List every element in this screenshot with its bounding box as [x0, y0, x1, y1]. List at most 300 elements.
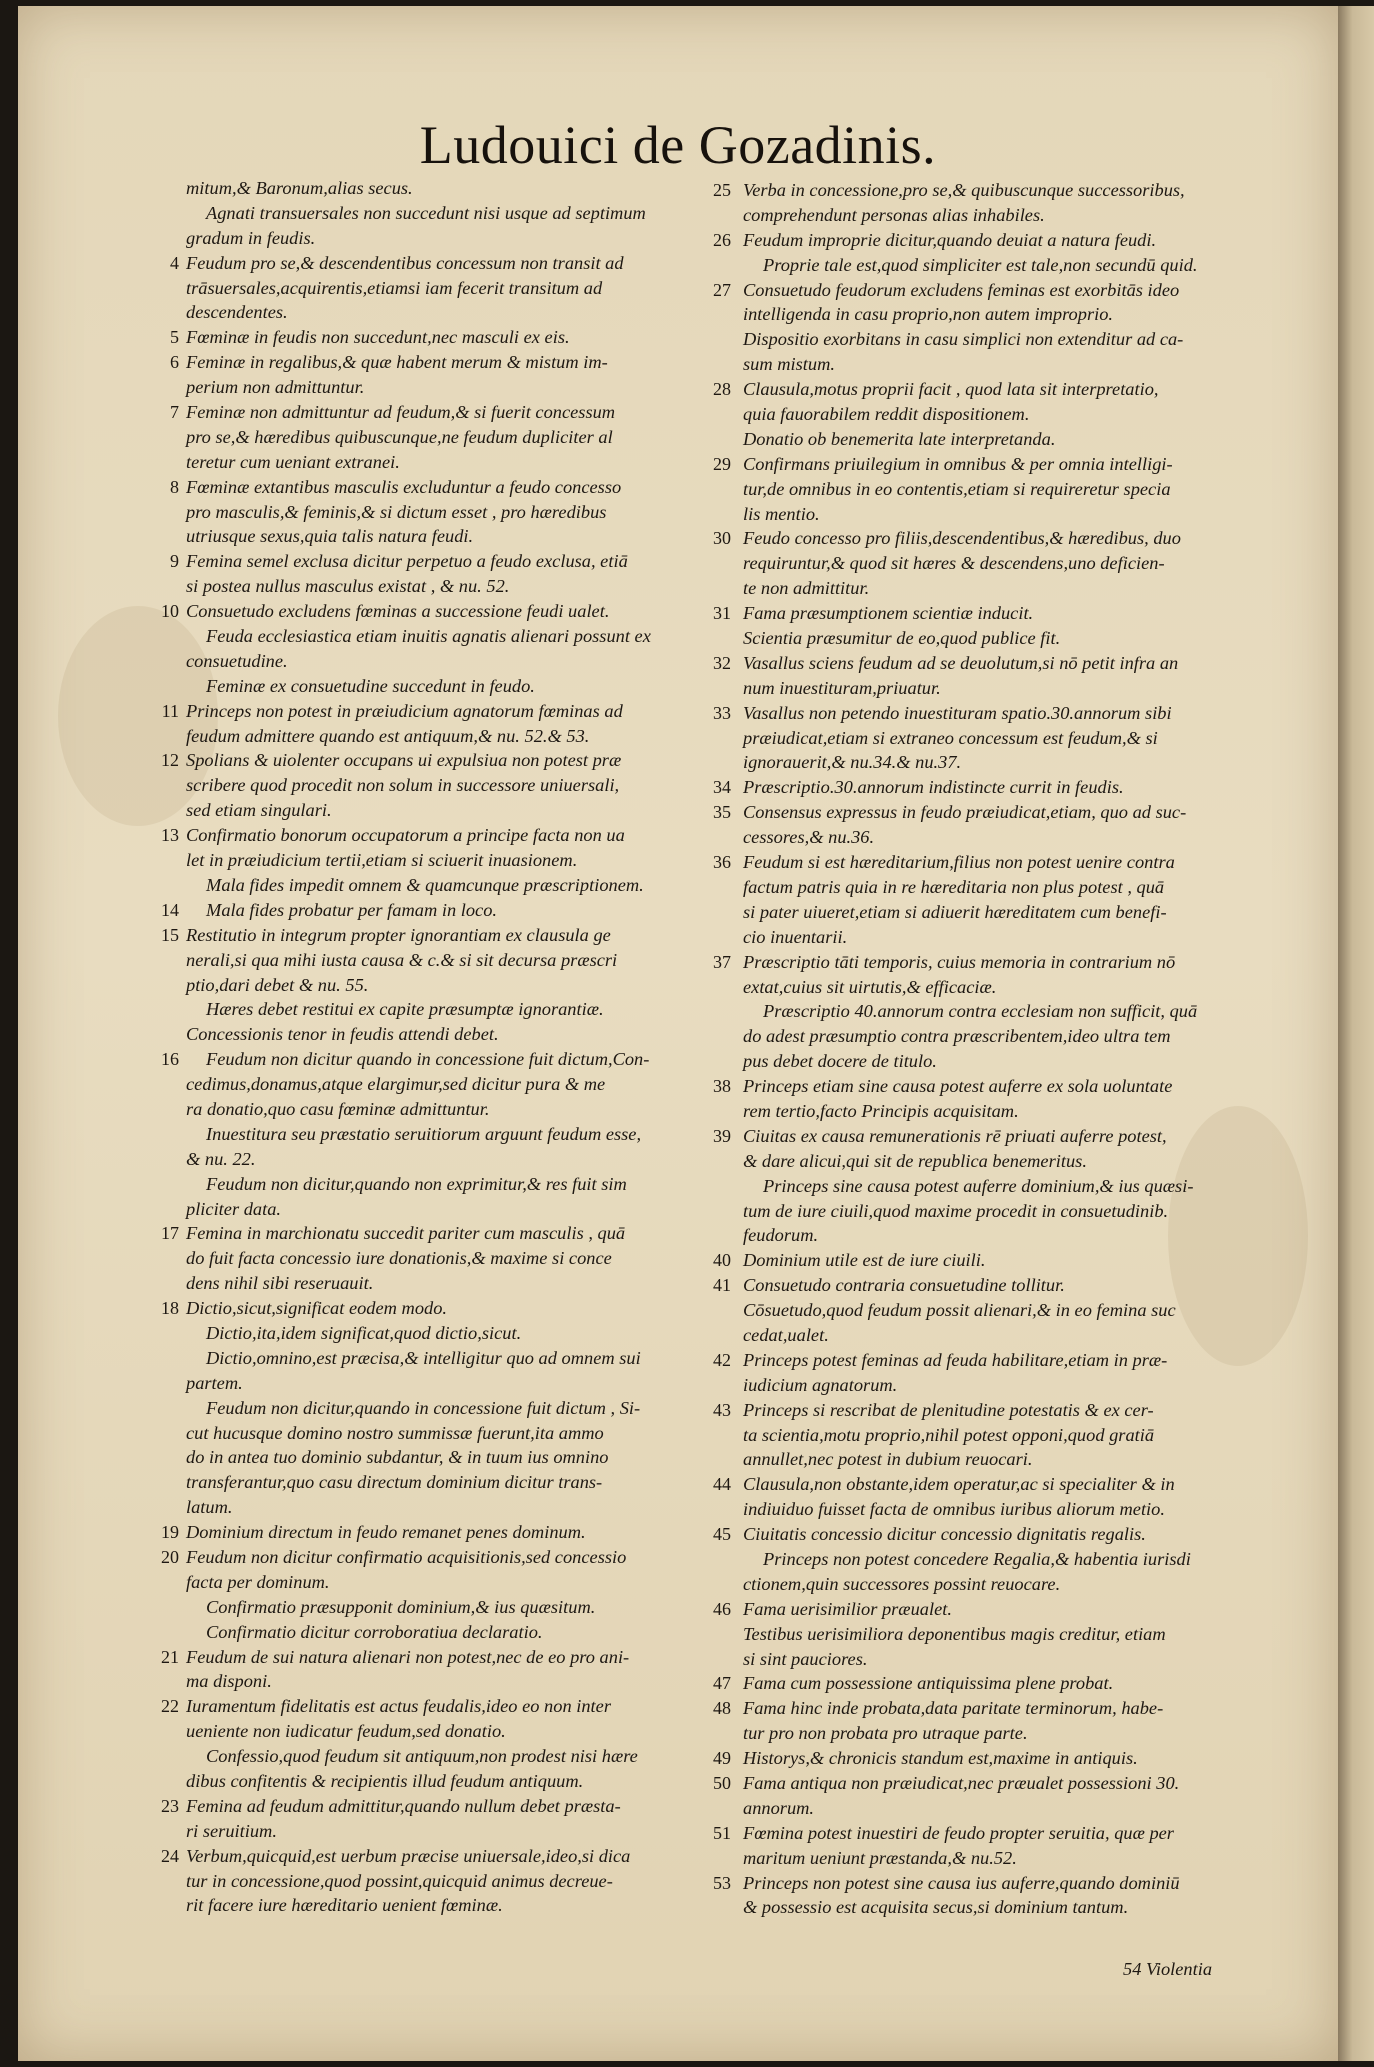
index-entry-line [186, 1669, 731, 1694]
index-entry-line [713, 1771, 1293, 1796]
entry-number: 38 [713, 1076, 731, 1097]
index-entry-line [186, 873, 731, 898]
index-entry-line [186, 997, 731, 1022]
entry-text: Feudum pro se,& descendentibus concessum non transit ad [186, 252, 624, 273]
entry-text: Fœminæ in feudis non succedunt,nec masculi ex eis. [186, 327, 570, 348]
entry-text: tum de iure ciuili,quod maxime procedit in consuetudinib. [743, 1200, 1169, 1221]
index-entry-line [186, 1620, 731, 1645]
entry-text: Clausula,non obstante,idem operatur,ac si specialiter & in [743, 1474, 1175, 1495]
index-entry-line [743, 1174, 1293, 1199]
index-entry-line [186, 773, 731, 798]
index-entry-line [186, 1570, 731, 1595]
index-entry-line [743, 676, 1293, 701]
entry-text: Feminæ non admittuntur ad feudum,& si fuerit concessum [186, 402, 616, 423]
entry-text: transferantur,quo casu directum dominium dicitur trans- [186, 1472, 603, 1493]
entry-text: Princeps si rescribat de plenitudine potestatis & ex cer- [743, 1399, 1154, 1420]
index-entry-line [743, 825, 1293, 850]
index-entry-line [713, 850, 1293, 875]
entry-text: facta per dominum. [186, 1571, 330, 1592]
entry-text: annullet,nec potest in dubium reuocari. [743, 1449, 1033, 1470]
entry-text: annorum. [743, 1797, 815, 1818]
index-entry-line [743, 1497, 1293, 1522]
entry-text: num inuestituram,priuatur. [743, 677, 941, 698]
index-entry-line [186, 375, 731, 400]
entry-text: comprehendunt personas alias inhabiles. [743, 204, 1045, 225]
entry-text: pus debet docere de titulo. [743, 1051, 937, 1072]
entry-text: Confirmatio dicitur corroboratiua declaratio. [206, 1621, 543, 1642]
entry-text: Dictio,ita,idem significat,quod dictio,sicut. [206, 1322, 522, 1343]
entry-text: Femina ad feudum admittitur,quando nullum debet præsta- [186, 1795, 621, 1816]
index-entry-line [170, 549, 731, 574]
entry-text: Donatio ob benemerita late interpretanda. [743, 428, 1056, 449]
entry-text: Verbum,quicquid,est uerbum præcise uniuersale,ideo,si dica [186, 1845, 631, 1866]
index-entry-line [713, 1597, 1293, 1622]
index-entry-line [186, 649, 731, 674]
index-entry-line [713, 1074, 1293, 1099]
right-index-column [713, 178, 1293, 1920]
entry-number: 50 [713, 1773, 731, 1793]
entry-text: Dispositio exorbitans in casu simplici non extenditur ad ca- [743, 329, 1184, 350]
entry-text: Femina in marchionatu succedit pariter cum masculis , quā [186, 1223, 626, 1244]
entry-text: Fama antiqua non præiudicat,nec præualet possessioni 30. [743, 1773, 1180, 1793]
entry-text: sed etiam singulari. [186, 800, 332, 821]
index-entry-line [713, 1871, 1293, 1896]
index-entry-line [743, 1099, 1293, 1124]
entry-text: Consuetudo excludens fœminas a successione feudi ualet. [186, 601, 610, 622]
index-entry-line [186, 1147, 731, 1172]
entry-text: Princeps potest feminas ad feuda habilitare,etiam in præ- [743, 1349, 1168, 1370]
entry-text: ma disponi. [186, 1671, 272, 1692]
index-entry-line [713, 452, 1293, 477]
entry-number: 35 [713, 802, 731, 823]
entry-text: indiuiduo fuisset facta de omnibus iuribus aliorum metio. [743, 1499, 1165, 1520]
entry-text: Spolians & uiolenter occupans ui expulsiua non potest præ [186, 750, 622, 771]
entry-text: Feminæ in regalibus,& quæ habent merum & mistum im- [186, 352, 608, 373]
entry-text: utriusque sexus,quia talis natura feudi. [186, 526, 474, 547]
index-entry-line [186, 524, 731, 549]
index-entry-line [743, 551, 1293, 576]
entry-number: 47 [713, 1673, 731, 1694]
entry-number: 43 [713, 1399, 731, 1420]
index-entry-line [713, 1522, 1293, 1547]
index-entry-line [186, 1744, 731, 1769]
index-entry-line [170, 400, 731, 425]
entry-number: 12 [161, 750, 179, 771]
entry-text: perium non admittuntur. [186, 377, 365, 398]
entry-number: 6 [170, 352, 179, 373]
entry-text: Dominium directum in feudo remanet penes dominum. [186, 1522, 586, 1543]
index-entry-line [186, 300, 731, 325]
index-entry-line [713, 178, 1293, 203]
entry-number: 41 [713, 1275, 731, 1296]
entry-text: Præscriptio 40.annorum contra ecclesiam non sufficit, quā [763, 1001, 1198, 1022]
entry-number: 24 [161, 1845, 179, 1866]
entry-text: Consensus expressus in feudo præiudicat,etiam, quo ad suc- [743, 802, 1187, 823]
entry-text: Feudum improprie dicitur,quando deuiat a natura feudi. [743, 229, 1157, 250]
entry-text: consuetudine. [186, 650, 288, 671]
index-entry-line [161, 1645, 731, 1670]
index-entry-line [170, 475, 731, 500]
entry-number: 53 [713, 1872, 731, 1893]
index-entry-line [161, 1520, 731, 1545]
entry-text: Confirmatio præsupponit dominium,& ius quæsitum. [206, 1596, 596, 1617]
entry-text: Ciuitas ex causa remunerationis rē priuati auferre potest, [743, 1125, 1167, 1146]
index-entry-line [170, 325, 731, 350]
index-entry-line [743, 750, 1293, 775]
entry-text: descendentes. [186, 302, 288, 323]
index-entry-line [186, 1421, 731, 1446]
index-entry-line [186, 1371, 731, 1396]
entry-text: scribere quod procedit non solum in successore uniuersali, [186, 775, 620, 796]
index-entry-line [743, 502, 1293, 527]
entry-text: Feuda ecclesiastica etiam inuitis agnatis alienari possunt ex [206, 626, 651, 647]
entry-text: Hæres debet restitui ex capite præsumptæ ignorantiæ. [206, 999, 604, 1020]
entry-text: quia fauorabilem reddit dispositionem. [743, 404, 1030, 425]
entry-number: 11 [161, 700, 179, 721]
index-entry-line [161, 1844, 731, 1869]
index-entry-line [186, 1197, 731, 1222]
entry-text: pro se,& hæredibus quibuscunque,ne feudum dupliciter al [186, 426, 613, 447]
entry-number: 40 [713, 1250, 731, 1271]
entry-text: Princeps non potest concedere Regalia,& habentia iurisdi [763, 1548, 1191, 1569]
entry-text: Princeps non potest in præiudicium agnatorum fœminas ad [186, 700, 623, 721]
entry-text: Mala fides probatur per famam in loco. [206, 899, 497, 920]
index-entry-line [713, 1398, 1293, 1423]
entry-number: 46 [713, 1598, 731, 1619]
index-entry-line [743, 253, 1293, 278]
entry-number: 14 [161, 899, 179, 920]
entry-number: 27 [713, 279, 731, 300]
index-entry-line [161, 1296, 731, 1321]
index-entry-line [186, 1719, 731, 1744]
entry-number: 9 [170, 551, 179, 572]
entry-number: 49 [713, 1748, 731, 1769]
entry-number: 19 [161, 1522, 179, 1543]
index-entry-line [186, 1172, 731, 1197]
entry-number: 5 [170, 327, 179, 348]
entry-text: Princeps sine causa potest auferre dominium,& ius quæsi- [763, 1175, 1194, 1196]
index-entry-line [743, 1447, 1293, 1472]
entry-number: 30 [713, 528, 731, 549]
entry-number: 36 [713, 852, 731, 873]
index-entry-line [161, 898, 731, 923]
entry-text: ignorauerit,& nu.34.& nu.37. [743, 752, 962, 773]
entry-text: trāsuersales,acquirentis,etiamsi iam fecerit transitum ad [186, 277, 603, 298]
index-entry-line [186, 1022, 731, 1047]
index-entry-line [161, 1047, 731, 1072]
entry-text: Confirmans priuilegium in omnibus & per omnia intelligi- [743, 453, 1173, 474]
entry-text: Confessio,quod feudum sit antiquum,non prodest nisi hære [206, 1746, 638, 1767]
entry-number: 17 [161, 1223, 179, 1244]
entry-number: 7 [170, 402, 179, 423]
index-entry-line [170, 350, 731, 375]
index-entry-line [186, 500, 731, 525]
entry-number: 16 [161, 1049, 179, 1070]
index-entry-line [743, 576, 1293, 601]
entry-text: Præscriptio tāti temporis, cuius memoria in contrarium nō [743, 951, 1176, 972]
index-entry-line [186, 798, 731, 823]
entry-text: Feudum non dicitur quando in concessione fuit dictum,Con- [206, 1049, 650, 1070]
index-entry-line [743, 626, 1293, 651]
entry-text: Dictio,omnino,est præcisa,& intelligitur quo ad omnem sui [206, 1347, 641, 1368]
entry-text: do adest præsumptio contra præscribentem,ideo ultra tem [743, 1026, 1171, 1047]
entry-text: pliciter data. [186, 1198, 282, 1219]
entry-text: iudicium agnatorum. [743, 1374, 898, 1395]
entry-text: pro masculis,& feminis,& si dictum esset , pro hæredibus [186, 501, 607, 522]
index-entry-line [186, 425, 731, 450]
entry-text: Præscriptio.30.annorum indistincte currit in feudis. [743, 777, 1124, 798]
index-entry-line [186, 624, 731, 649]
entry-text: Femina semel exclusa dicitur perpetuo a feudo exclusa, etiā [186, 551, 628, 572]
index-entry-line [743, 1423, 1293, 1448]
entry-text: Restitutio in integrum propter ignorantiam ex clausula ge [186, 924, 611, 945]
index-entry-line [186, 848, 731, 873]
entry-text: do in antea tuo dominio subdantur, & in tuum ius omnino [186, 1447, 609, 1468]
entry-number: 23 [161, 1795, 179, 1816]
entry-text: ta scientia,motu proprio,nihil potest opponi,quod gratiā [743, 1424, 1155, 1445]
entry-text: Testibus uerisimiliora deponentibus magis creditur, etiam [743, 1623, 1166, 1644]
entry-text: feudum admittere quando est antiquum,& nu. 52.& 53. [186, 725, 590, 746]
index-entry-line [743, 975, 1293, 1000]
index-entry-line [743, 1199, 1293, 1224]
index-entry-line [743, 1149, 1293, 1174]
entry-number: 4 [170, 252, 179, 273]
entry-text: mitum,& Baronum,alias secus. [186, 178, 413, 198]
index-entry-line [743, 1846, 1293, 1871]
entry-text: Consuetudo contraria consuetudine tollitur. [743, 1275, 1065, 1296]
entry-number: 10 [161, 601, 179, 622]
entry-text: Fama hinc inde probata,data paritate terminorum, habe- [743, 1698, 1164, 1719]
index-entry-line [713, 526, 1293, 551]
index-entry-line [713, 377, 1293, 402]
index-entry-line [186, 1470, 731, 1495]
entry-number: 15 [161, 924, 179, 945]
index-entry-line [186, 1321, 731, 1346]
entry-text: teretur cum ueniant extranei. [186, 451, 400, 472]
entry-text: maritum ueniunt præstanda,& nu.52. [743, 1847, 1017, 1868]
index-entry-line [713, 1124, 1293, 1149]
entry-text: ra donatio,quo casu fœminæ admittuntur. [186, 1098, 490, 1119]
index-entry-line [713, 800, 1293, 825]
index-entry-line [186, 1869, 731, 1894]
index-entry-line [743, 1647, 1293, 1672]
entry-text: ctionem,quin successores possint reuocare. [743, 1573, 1061, 1594]
entry-text: cut hucusque domino nostro summissæ fuerunt,ita ammo [186, 1422, 604, 1443]
entry-number: 44 [713, 1474, 731, 1495]
index-entry-line [186, 1396, 731, 1421]
index-entry-line [743, 1049, 1293, 1074]
entry-text: cedimus,donamus,atque elargimur,sed dicitur pura & me [186, 1074, 606, 1095]
entry-text: tur,de omnibus in eo contentis,etiam si requireretur specia [743, 478, 1171, 499]
adjacent-page-edge [1338, 6, 1374, 2061]
entry-text: ptio,dari debet & nu. 55. [186, 974, 369, 995]
entry-text: Princeps non potest sine causa ius auferre,quando dominiū [743, 1872, 1180, 1893]
index-entry-line [713, 1696, 1293, 1721]
index-entry-line [186, 226, 731, 251]
entry-text: Historys,& chronicis standum est,maxime in antiquis. [743, 1748, 1138, 1769]
entry-text: cedat,ualet. [743, 1324, 829, 1345]
entry-text: intelligenda in casu proprio,non autem improprio. [743, 304, 1114, 325]
entry-text: factum patris quia in re hæreditaria non plus potest , quā [743, 876, 1165, 897]
entry-text: si postea nullus masculus existat , & nu. 52. [186, 576, 510, 597]
entry-text: let in præiudicium tertii,etiam si sciuerit inuasionem. [186, 850, 578, 871]
index-entry-line [186, 1271, 731, 1296]
index-entry-line [743, 427, 1293, 452]
index-entry-line [743, 875, 1293, 900]
entry-number: 25 [713, 180, 731, 200]
book-page [18, 6, 1338, 2061]
entry-text: Vasallus non petendo inuestituram spatio.30.annorum sibi [743, 702, 1172, 723]
entry-text: Princeps etiam sine causa potest auferre ex sola uoluntate [743, 1076, 1173, 1097]
entry-text: Agnati transuersales non succedunt nisi usque ad septimum [206, 202, 646, 223]
index-entry-line [743, 925, 1293, 950]
index-entry-line [743, 1323, 1293, 1348]
index-entry-line [743, 327, 1293, 352]
index-entry-line [713, 1248, 1293, 1273]
index-entry-line [743, 1622, 1293, 1647]
entry-text: Fœminæ extantibus masculis excluduntur a feudo concesso [186, 476, 622, 497]
entry-text: Vasallus sciens feudum ad se deuolutum,si nō petit infra an [743, 652, 1179, 673]
entry-text: do fuit facta concessio iure donationis,& maxime si conce [186, 1248, 612, 1269]
index-entry-line [186, 948, 731, 973]
index-entry-line [713, 775, 1293, 800]
index-entry-line [713, 651, 1293, 676]
entry-text: Inuestitura seu præstatio seruitiorum arguunt feudum esse, [206, 1123, 642, 1144]
entry-text: gradum in feudis. [186, 227, 316, 248]
entry-text: Feudum si est hæreditarium,filius non potest uenire contra [743, 852, 1175, 873]
index-entry-line [186, 1495, 731, 1520]
entry-number: 13 [161, 825, 179, 846]
index-entry-line [186, 176, 731, 201]
entry-text: Dictio,sicut,significat eodem modo. [186, 1298, 448, 1319]
entry-text: Consuetudo feudorum excludens feminas est exorbitās ideo [743, 279, 1180, 300]
entry-text: Feudum de sui natura alienari non potest,nec de eo pro ani- [186, 1646, 630, 1667]
entry-text: latum. [186, 1497, 233, 1518]
entry-text: Fama uerisimilior præualet. [743, 1598, 952, 1619]
index-entry-line [713, 701, 1293, 726]
index-entry-line [161, 1545, 731, 1570]
index-entry-line [713, 950, 1293, 975]
index-entry-line [161, 1694, 731, 1719]
index-entry-line [713, 1348, 1293, 1373]
entry-text: Feudum non dicitur confirmatio acquisitionis,sed concessio [186, 1546, 627, 1567]
entry-text: dens nihil sibi reseruauit. [186, 1273, 374, 1294]
entry-text: si pater uiueret,etiam si adiuerit hæreditatem cum benefi- [743, 901, 1167, 922]
entry-text: partem. [186, 1372, 243, 1393]
entry-text: te non admittitur. [743, 578, 870, 599]
entry-number: 32 [713, 652, 731, 673]
index-entry-line [186, 724, 731, 749]
entry-number: 21 [161, 1646, 179, 1667]
index-entry-line [170, 251, 731, 276]
entry-text: si sint pauciores. [743, 1648, 868, 1669]
index-entry-line [186, 1346, 731, 1371]
entry-text: rit facere iure hæreditario uenient fœminæ. [186, 1895, 503, 1916]
entry-text: sum mistum. [743, 354, 835, 375]
index-entry-line [743, 1721, 1293, 1746]
index-entry-line [161, 1221, 731, 1246]
entry-text: Fœmina potest inuestiri de feudo propter seruitia, quæ per [743, 1822, 1174, 1843]
index-entry-line [743, 1298, 1293, 1323]
index-entry-line [186, 1893, 731, 1918]
index-entry-line [186, 1072, 731, 1097]
entry-text: & nu. 22. [186, 1148, 256, 1169]
catchword: 54 Violentia [1123, 1959, 1213, 1979]
entry-text: Iuramentum fidelitatis est actus feudalis,ideo eo non inter [186, 1696, 611, 1717]
index-entry-line [713, 1746, 1293, 1771]
index-entry-line [743, 1223, 1293, 1248]
index-entry-line [186, 674, 731, 699]
entry-text: Feminæ ex consuetudine succedunt in feudo. [206, 675, 535, 696]
entry-text: & possessio est acquisita secus,si dominium tantum. [743, 1897, 1129, 1918]
index-entry-line [161, 823, 731, 848]
index-entry-line [743, 1895, 1293, 1920]
index-entry-line [713, 1671, 1293, 1696]
entry-number: 48 [713, 1698, 731, 1719]
entry-text: Concessionis tenor in feudis attendi debet. [186, 1024, 499, 1045]
entry-text: Ciuitatis concessio dicitur concessio dignitatis regalis. [743, 1524, 1146, 1545]
entry-number: 8 [170, 476, 179, 497]
index-entry-line [743, 1373, 1293, 1398]
entry-number: 31 [713, 603, 731, 624]
entry-number: 39 [713, 1125, 731, 1146]
index-entry-line [743, 900, 1293, 925]
index-entry-line [713, 228, 1293, 253]
running-head: Ludouici de Gozadinis. [419, 115, 937, 175]
entry-text: tur in concessione,quod possint,quicquid animus decreue- [186, 1870, 613, 1891]
index-entry-line [743, 352, 1293, 377]
index-entry-line [743, 726, 1293, 751]
entry-text: feudorum. [743, 1225, 819, 1246]
entry-number: 45 [713, 1524, 731, 1545]
entry-number: 51 [713, 1822, 731, 1843]
index-entry-line [743, 1796, 1293, 1821]
index-entry-line [186, 1769, 731, 1794]
entry-text: Scientia præsumitur de eo,quod publice fit. [743, 628, 1061, 649]
entry-text: ri seruitium. [186, 1820, 277, 1841]
entry-text: & dare alicui,qui sit de republica benemeritus. [743, 1150, 1087, 1171]
index-entry-line [743, 477, 1293, 502]
index-entry-line [743, 1572, 1293, 1597]
entry-text: Clausula,motus proprii facit , quod lata sit interpretatio, [743, 379, 1159, 400]
entry-text: cessores,& nu.36. [743, 827, 875, 848]
index-entry-line [186, 1122, 731, 1147]
entry-text: rem tertio,facto Principis acquisitam. [743, 1100, 1019, 1121]
entry-text: Feudum non dicitur,quando in concessione fuit dictum , Si- [206, 1397, 641, 1418]
index-entry-line [743, 1024, 1293, 1049]
entry-number: 42 [713, 1349, 731, 1370]
left-index-column [161, 176, 731, 1918]
entry-text: Fama præsumptionem scientiæ inducit. [743, 603, 1034, 624]
entry-text: Fama cum possessione antiquissima plene probat. [743, 1673, 1114, 1694]
index-entry-line [713, 278, 1293, 303]
index-entry-line [161, 923, 731, 948]
index-entry-line [743, 203, 1293, 228]
entry-number: 18 [161, 1298, 179, 1319]
entry-text: tur pro non probata pro utraque parte. [743, 1723, 1028, 1744]
entry-number: 33 [713, 702, 731, 723]
entry-text: Dominium utile est de iure ciuili. [743, 1250, 986, 1271]
entry-text: præiudicat,etiam si extraneo concessum est feudum,& si [743, 727, 1158, 748]
entry-text: extat,cuius sit uirtutis,& efficaciæ. [743, 976, 997, 997]
entry-text: requiruntur,& quod sit hæres & descendens,uno deficien- [743, 553, 1165, 574]
entry-number: 20 [161, 1546, 179, 1567]
entry-text: Cōsuetudo,quod feudum possit alienari,& in eo femina suc [743, 1300, 1176, 1321]
index-entry-line [186, 574, 731, 599]
index-entry-line [186, 1595, 731, 1620]
index-entry-line [713, 601, 1293, 626]
entry-text: Confirmatio bonorum occupatorum a principe facta non ua [186, 825, 625, 846]
